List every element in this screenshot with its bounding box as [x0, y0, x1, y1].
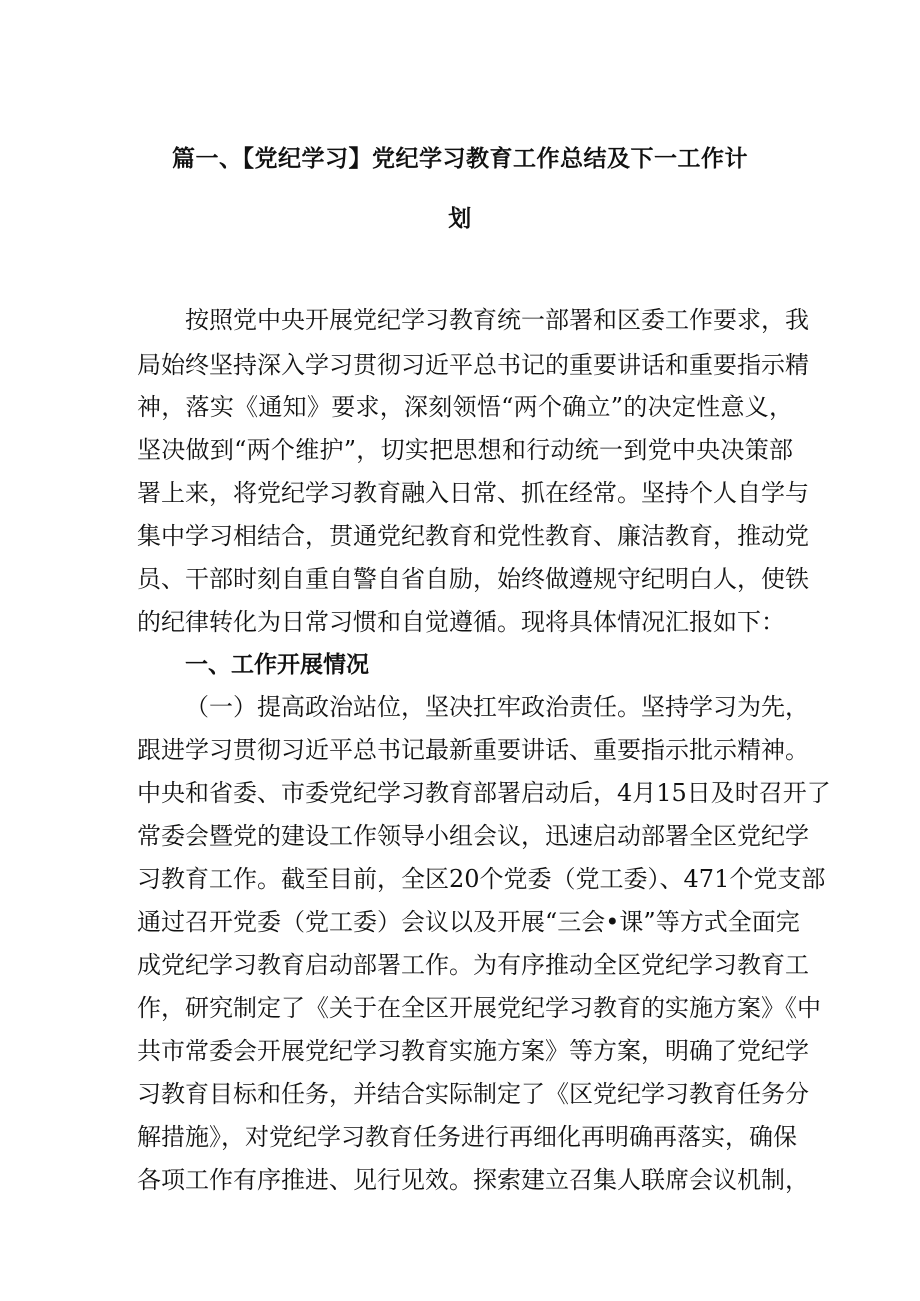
paragraph-line: 中央和省委、市委党纪学习教育部署启动后，4月15日及时召开了	[137, 779, 831, 807]
paragraph-line: 集中学习相结合，贯通党纪教育和党性教育、廉洁教育，推动党	[137, 522, 809, 550]
paragraph-line: 坚决做到“两个维护”，切实把思想和行动统一到党中央决策部	[137, 436, 793, 464]
document-title-line-1: 篇一、【党纪学习】党纪学习教育工作总结及下一工作计	[172, 146, 748, 172]
paragraph-line: 解措施》，对党纪学习教育任务进行再细化再明确再落实，确保	[137, 1123, 797, 1151]
paragraph-line: 各项工作有序推进、见行见效。探索建立召集人联席会议机制，	[137, 1166, 809, 1194]
paragraph-line: 按照党中央开展党纪学习教育统一部署和区委工作要求，我	[185, 306, 809, 334]
paragraph-line: 共市常委会开展党纪学习教育实施方案》等方案，明确了党纪学	[137, 1037, 809, 1065]
section-heading: 一、工作开展情况	[185, 652, 369, 678]
paragraph-line: 成党纪学习教育启动部署工作。为有序推动全区党纪学习教育工	[137, 951, 809, 979]
document-title-line-2: 划	[448, 206, 472, 232]
paragraph-line: 习教育目标和任务，并结合实际制定了《区党纪学习教育任务分	[137, 1080, 809, 1108]
paragraph-line: 神，落实《通知》要求，深刻领悟“两个确立”的决定性意义，	[137, 393, 793, 421]
paragraph-line: 的纪律转化为日常习惯和自觉遵循。现将具体情况汇报如下：	[137, 608, 785, 636]
paragraph-line: 署上来，将党纪学习教育融入日常、抓在经常。坚持个人自学与	[137, 479, 809, 507]
paragraph-line: 局始终坚持深入学习贯彻习近平总书记的重要讲话和重要指示精	[137, 351, 809, 379]
paragraph-line: 常委会暨党的建设工作领导小组会议，迅速启动部署全区党纪学	[137, 822, 809, 850]
paragraph-line: 通过召开党委（党工委）会议以及开展“三会•课”等方式全面完	[137, 908, 800, 936]
paragraph-line: 作，研究制定了《关于在全区开展党纪学习教育的实施方案》《中	[137, 994, 821, 1022]
paragraph-line: （一）提高政治站位，坚决扛牢政治责任。坚持学习为先，	[185, 693, 809, 721]
paragraph-line: 习教育工作。截至目前，全区20个党委（党工委）、471个党支部	[137, 865, 826, 893]
paragraph-line: 员、干部时刻自重自警自省自励，始终做遵规守纪明白人，使铁	[137, 565, 809, 593]
paragraph-line: 跟进学习贯彻习近平总书记最新重要讲话、重要指示批示精神。	[137, 736, 809, 764]
